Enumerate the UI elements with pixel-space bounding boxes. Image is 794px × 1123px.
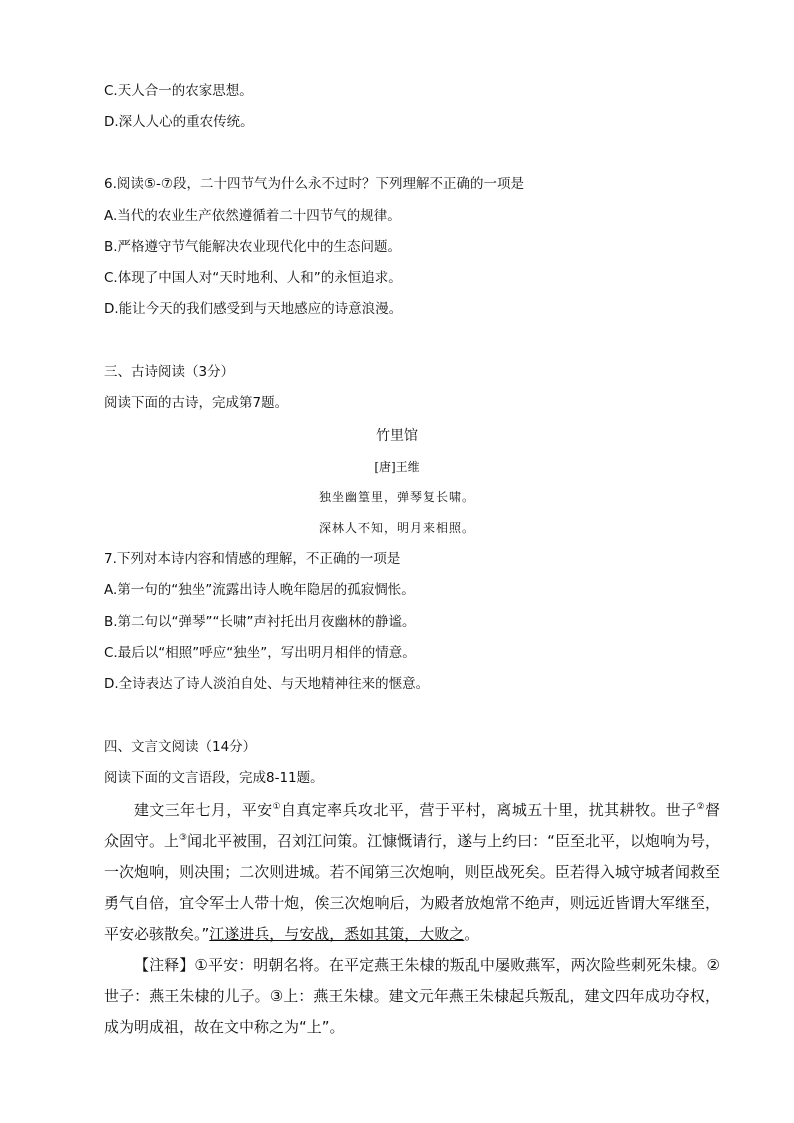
q5-option-d: D.深人人心的重农传统。 <box>104 114 254 130</box>
note-marker-3: ③ <box>179 833 188 843</box>
section4-heading: 四、文言文阅读（14分） <box>104 739 257 755</box>
section3-heading: 三、古诗阅读（3分） <box>104 364 235 380</box>
q6-option-c: C.体现了中国人对“天时地利、人和”的永恒追求。 <box>104 270 402 286</box>
q6-option-b: B.严格遵守节气能解决农业现代化中的生态问题。 <box>104 239 402 255</box>
annotation-notes: 【注释】①平安：明朝名将。在平定燕王朱棣的叛乱中屡败燕军，两次险些刺死朱棣。②世子：燕王朱棣的儿子。③上：燕王朱棣。建文元年燕王朱棣起兵叛乱，建文四年成功夺权，成为明成祖，故在文中称之为“上”。 <box>104 956 720 1036</box>
q6-option-d: D.能让今天的我们感受到与天地感应的诗意浪漫。 <box>104 301 403 317</box>
q5-option-c: C.天人合一的农家思想。 <box>104 83 253 99</box>
passage-end: 。 <box>464 925 480 943</box>
classical-passage <box>104 795 720 950</box>
q7-option-c: C.最后以“相照”呼应“独坐”，写出明月相伴的情意。 <box>104 645 416 661</box>
q7-option-d: D.全诗表达了诗人淡泊自处、与天地精神往来的惬意。 <box>104 676 430 692</box>
passage-part-4: 闻北平被围，召刘江问策。江慷慨请行，遂与上约曰：“臣至北平，以炮响为号，一次炮响，则决围；二次则进城。若不闻第三次炮响，则臣战死矣。臣若得入城守城者闻救至勇气自倍，宜令军士人带十炮，俟三次炮响后，为殿者放炮常不绝声，则远近皆谓大军继至，平安必骇散矣。” <box>104 832 720 943</box>
q6-stem: 6.阅读⑤-⑦段，二十四节气为什么永不过时？下列理解不正确的一项是 <box>104 176 524 192</box>
note-marker-1: ① <box>272 802 281 812</box>
section3-instruction: 阅读下面的古诗，完成第7题。 <box>104 395 289 411</box>
poem-line-2: 深林人不知，明月来相照。 <box>318 521 475 535</box>
section4-instruction: 阅读下面的文言语段，完成8-11题。 <box>104 770 324 786</box>
passage-part-1: 建文三年七月，平安 <box>134 801 273 819</box>
poem-author: [唐]王维 <box>374 460 420 474</box>
underlined-sentence: 江遂进兵，与安战，悉如其策，大败之 <box>209 925 465 943</box>
passage-part-2: 自真定率兵攻北平，营于平村，离城五十里，扰其耕牧。世子 <box>280 801 697 819</box>
q7-option-b: B.第二句以“弹琴”“长啸”声衬托出月夜幽林的静谧。 <box>104 614 416 630</box>
poem-title: 竹里馆 <box>376 428 418 444</box>
note-marker-2: ② <box>696 802 705 812</box>
passage-part-3: 督众固守。上 <box>104 801 720 850</box>
q6-option-a: A.当代的农业生产依然遵循着二十四节气的规律。 <box>104 208 401 224</box>
q7-stem: 7.下列对本诗内容和情感的理解，不正确的一项是 <box>104 551 401 567</box>
q7-option-a: A.第一句的“独坐”流露出诗人晚年隐居的孤寂惆怅。 <box>104 582 415 598</box>
poem-line-1: 独坐幽篁里，弹琴复长啸。 <box>318 490 475 504</box>
